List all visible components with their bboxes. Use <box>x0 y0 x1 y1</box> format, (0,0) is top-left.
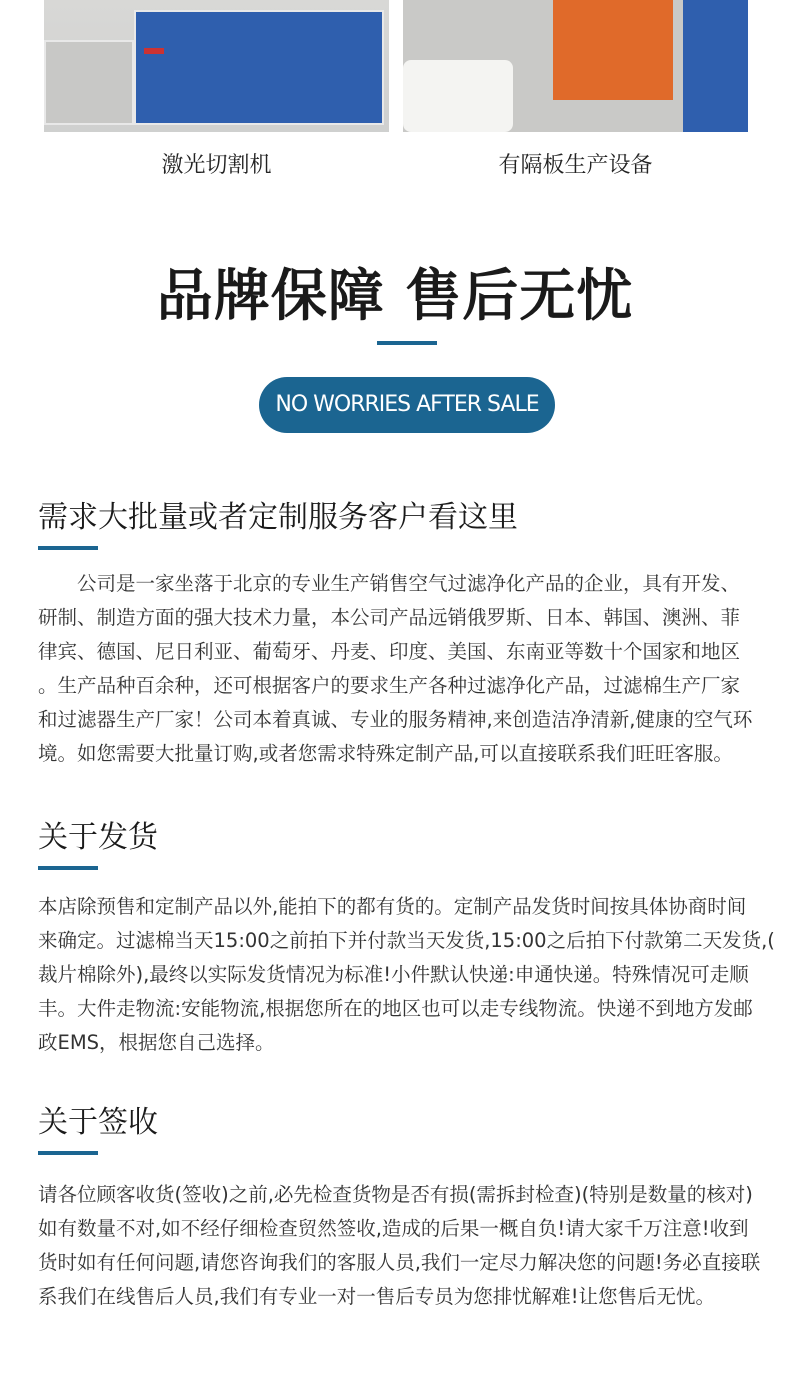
title-divider <box>377 341 437 345</box>
section-heading-receipt: 关于签收 <box>38 1105 158 1140</box>
machine-side <box>44 40 134 125</box>
paragraph-line: 如有数量不对,如不经仔细检查贸然签收,造成的后果一概自负!请大家千万注意!收到 <box>38 1217 749 1240</box>
paragraph-line: 公司是一家坐落于北京的专业生产销售空气过滤净化产品的企业，具有开发、 <box>38 572 741 595</box>
filter-roll <box>403 60 513 132</box>
paragraph-line: 境。如您需要大批量订购,或者您需求特殊定制产品,可以直接联系我们旺旺客服。 <box>38 742 733 765</box>
section-heading-bulk: 需求大批量或者定制服务客户看这里 <box>38 500 518 535</box>
heading-divider <box>38 866 98 870</box>
machine-panel <box>134 10 384 125</box>
caption-laser-cutter: 激光切割机 <box>161 153 272 178</box>
control-buttons <box>144 48 164 54</box>
section-body-bulk <box>38 567 778 771</box>
page-title: 品牌保障 售后无忧 <box>156 264 634 329</box>
after-sale-badge: NO WORRIES AFTER SALE <box>259 377 555 433</box>
paragraph-line: 来确定。过滤棉当天15:00之前拍下并付款当天发货,15:00之后拍下付款第二天发货,( <box>38 929 775 952</box>
paragraph-line: 研制、制造方面的强大技术力量，本公司产品远销俄罗斯、日本、韩国、澳洲、菲 <box>38 606 741 629</box>
section-body-receipt <box>38 1178 778 1314</box>
paragraph-line: 系我们在线售后人员,我们有专业一对一售后专员为您排忧解难!让您售后无忧。 <box>38 1285 716 1308</box>
paragraph-line: 裁片棉除外),最终以实际发货情况为标准!小件默认快递:申通快递。特殊情况可走顺 <box>38 963 749 986</box>
paragraph-line: 货时如有任何问题,请您咨询我们的客服人员,我们一定尽力解决您的问题!务必直接联 <box>38 1251 761 1274</box>
paragraph-line: 律宾、德国、尼日利亚、葡萄牙、丹麦、印度、美国、东南亚等数十个国家和地区 <box>38 640 741 663</box>
section-heading-shipping: 关于发货 <box>38 820 158 855</box>
section-body-shipping <box>38 890 778 1060</box>
machine-panel <box>553 0 673 100</box>
paragraph-line: 和过滤器生产厂家！公司本着真诚、专业的服务精神,来创造洁净清新,健康的空气环 <box>38 708 753 731</box>
paragraph-line: 。生产品种百余种，还可根据客户的要求生产各种过滤净化产品，过滤棉生产厂家 <box>38 674 741 697</box>
heading-divider <box>38 1151 98 1155</box>
laser-cutter-photo <box>44 0 389 132</box>
caption-partition-equipment: 有隔板生产设备 <box>498 153 653 178</box>
heading-divider <box>38 546 98 550</box>
partition-equipment-photo <box>403 0 748 132</box>
machine-side <box>683 0 748 132</box>
paragraph-line: 政EMS，根据您自己选择。 <box>38 1031 275 1054</box>
paragraph-line: 本店除预售和定制产品以外,能拍下的都有货的。定制产品发货时间按具体协商时间 <box>38 895 747 918</box>
paragraph-line: 请各位顾客收货(签收)之前,必先检查货物是否有损(需拆封检查)(特别是数量的核对) <box>38 1183 753 1206</box>
paragraph-line: 丰。大件走物流:安能物流,根据您所在的地区也可以走专线物流。快递不到地方发邮 <box>38 997 753 1020</box>
